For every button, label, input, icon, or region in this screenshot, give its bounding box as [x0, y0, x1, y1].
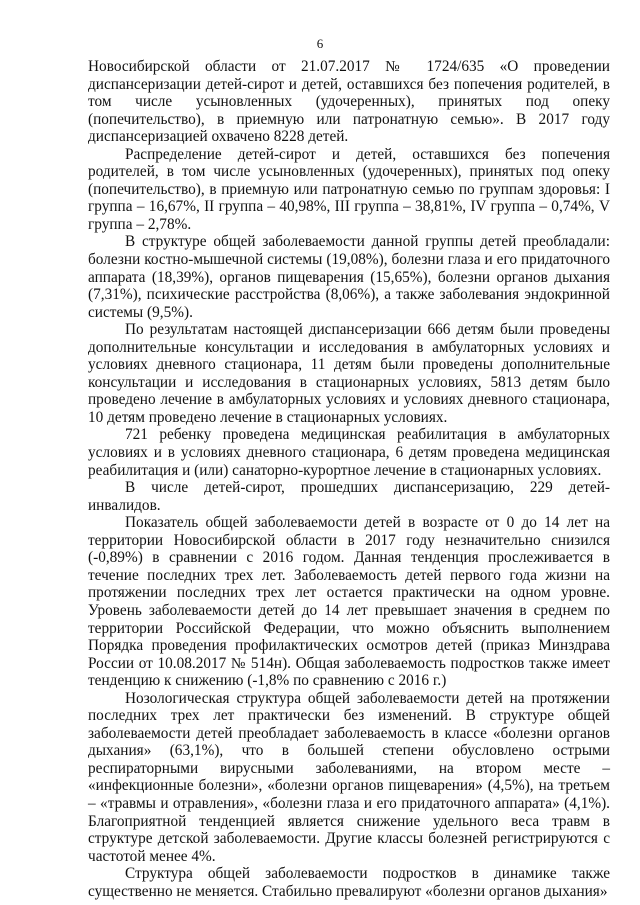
paragraph-nosological-structure: Нозологическая структура общей заболеваемости детей на протяжении последних трех лет практически без изменений. В структуре общей заболеваемости детей преобладает заболеваемость в классе «болезни органов дыхания» (63,1%), что в большей степени обусловлено острыми респираторными вирусными заболеваниями, на втором месте – «инфекционные болезни», «болезни органов пищеварения» (4,5%), на третьем – «травмы и отравления», «болезни глаза и его придаточного аппарата» (4,1%). Благоприятной тенденцией является снижение удельного веса травм в структуре детской заболеваемости. Другие классы болезней регистрируются с частотой менее 4%. [88, 689, 610, 865]
paragraph-morbidity-structure: В структуре общей заболеваемости данной группы детей преобладали: болезни костно-мышечной системы (19,08%), болезни глаза и его придаточного аппарата (18,39%), органов пищеварения (15,65%), болезни органов дыхания (7,31%), психические расстройства (8,06%), а также заболевания эндокринной системы (9,5%). [88, 233, 610, 321]
paragraph-examination-results: По результатам настоящей диспансеризации 666 детям были проведены дополнительные консультации и исследования в амбулаторных условиях и условиях дневного стационара, 11 детям были проведены дополнительные консультации и исследования в стационарных условиях, 5813 детям было проведено лечение в амбулаторных условиях и условиях дневного стационара, 10 детям проведено лечение в стационарных условиях. [88, 321, 610, 426]
paragraph-health-groups: Распределение детей-сирот и детей, оставшихся без попечения родителей, в том числе усыновленных (удочеренных), принятых под опеку (попечительство), в приемную или патронатную семью по группам здоровья: I группа – 16,67%, II группа – 40,98%, III группа – 38,81%, IV группа – 0,74%, V группа – 2,78%. [88, 145, 610, 233]
page-number: 6 [316, 36, 324, 51]
paragraph-child-morbidity-rate: Показатель общей заболеваемости детей в возрасте от 0 до 14 лет на территории Новосибирской области в 2017 году незначительно снизился (-0,89%) в сравнении с 2016 годом. Данная тенденция прослеживается в течение последних трех лет. Заболеваемость детей первого года жизни на протяжении последних трех лет остается практически на одном уровне. Уровень заболеваемости детей до 14 лет превышает значения в среднем по территории Российской Федерации, что можно объяснить выполнением Порядка проведения профилактических осмотров детей (приказ Минздрава России от 10.08.2017 № 514н). Общая заболеваемость подростков также имеет тенденцию к снижению (-1,8% по сравнению с 2016 г.) [88, 514, 610, 690]
paragraph-rehabilitation: 721 ребенку проведена медицинская реабилитация в амбулаторных условиях и в условиях дневного стационара, 6 детям проведена медицинская реабилитация и (или) санаторно-курортное лечение в стационарных условиях. [88, 426, 610, 479]
document-body [88, 58, 610, 900]
paragraph-adolescent-morbidity: Структура общей заболеваемости подростков в динамике также существенно не меняется. Стабильно превалируют «болезни органов дыхания» [88, 865, 610, 900]
paragraph-disabled-children: В числе детей-сирот, прошедших диспансеризацию, 229 детей-инвалидов. [88, 479, 610, 514]
paragraph-decree-reference: Новосибирской области от 21.07.2017 № 1724/635 «О проведении диспансеризации детей-сирот и детей, оставшихся без попечения родителей, в том числе усыновленных (удочеренных), принятых под опеку (попечительство), в приемную или патронатную семью». В 2017 году диспансеризацией охвачено 8228 детей. [88, 58, 610, 146]
